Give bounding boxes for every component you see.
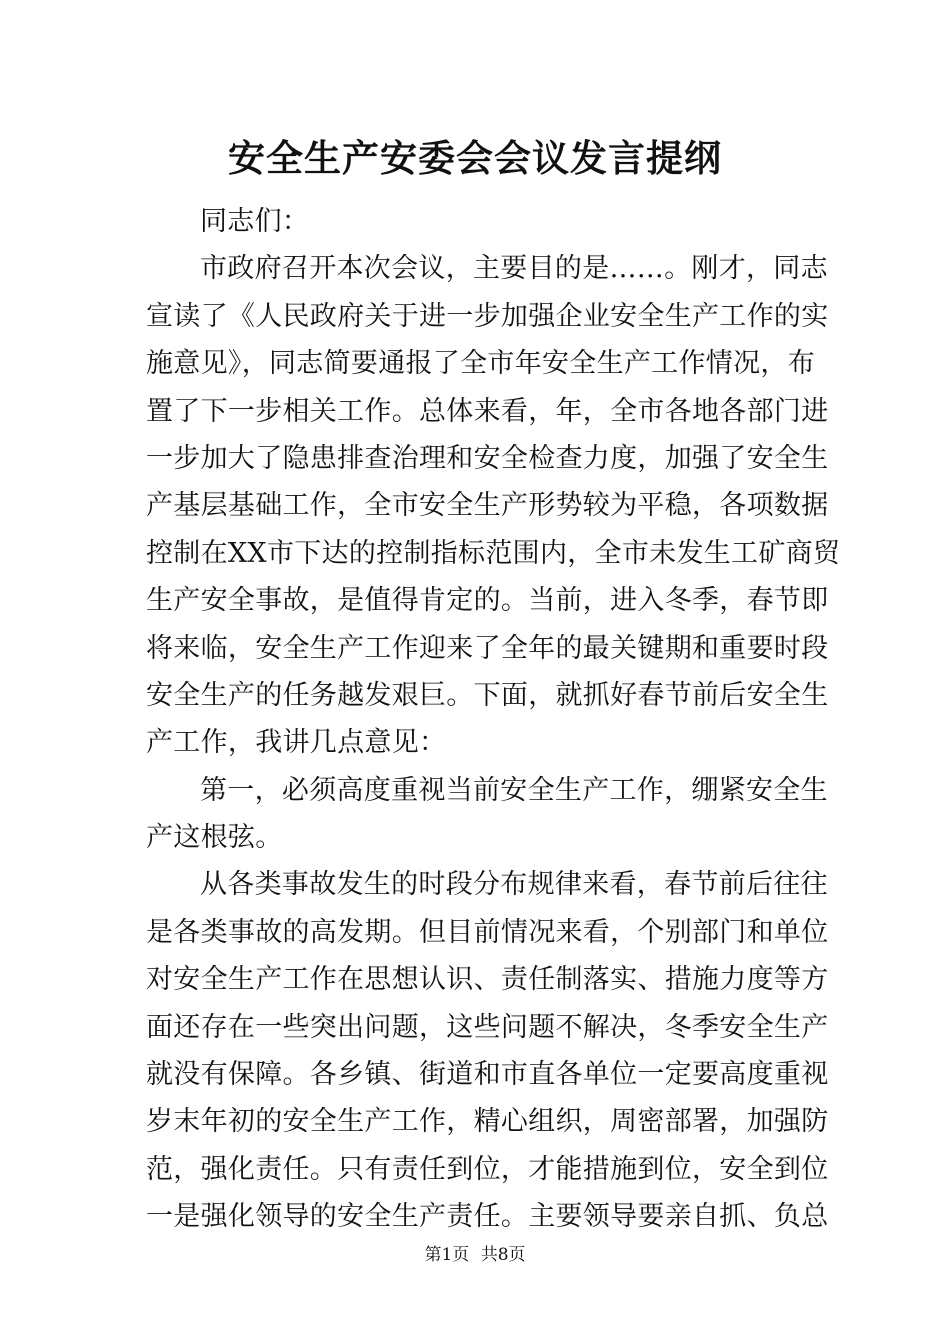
text-line: 宣读了《人民政府关于进一步加强企业安全生产工作的实 [146, 300, 829, 332]
text-line: 控制在XX市下达的控制指标范围内，全市未发生工矿商贸 [146, 537, 841, 569]
text-line: 将来临，安全生产工作迎来了全年的最关键期和重要时段 [146, 632, 829, 664]
text-line: 施意见》，同志简要通报了全市年安全生产工作情况，布 [146, 348, 815, 380]
text-line: 对安全生产工作在思想认识、责任制落实、措施力度等方 [146, 964, 829, 996]
page-number: 第1页 [424, 1245, 470, 1265]
text-line: 产工作，我讲几点意见： [146, 727, 447, 759]
page-title: 安全生产安委会会议发言提纲 [228, 136, 722, 180]
text-line: 置了下一步相关工作。总体来看，年，全市各地各部门进 [146, 395, 829, 427]
text-line: 从各类事故发生的时段分布规律来看，春节前后往往 [200, 869, 828, 901]
text-line: 安全生产的任务越发艰巨。下面，就抓好春节前后安全生 [146, 679, 829, 711]
text-line: 岁末年初的安全生产工作，精心组织，周密部署，加强防 [146, 1106, 829, 1138]
text-line: 一步加大了隐患排查治理和安全检查力度，加强了安全生 [146, 442, 829, 474]
text-line: 市政府召开本次会议，主要目的是……。刚才，同志 [200, 253, 828, 285]
text-line: 面还存在一些突出问题，这些问题不解决，冬季安全生产 [146, 1011, 829, 1043]
text-line: 生产安全事故，是值得肯定的。当前，进入冬季，春节即 [146, 585, 829, 617]
text-line: 同志们： [200, 206, 310, 237]
page-total: 共8页 [480, 1245, 526, 1265]
text-line: 范，强化责任。只有责任到位，才能措施到位，安全到位 [146, 1153, 829, 1185]
text-line: 一是强化领导的安全生产责任。主要领导要亲自抓、负总 [146, 1201, 829, 1233]
text-line: 产基层基础工作，全市安全生产形势较为平稳，各项数据 [146, 490, 829, 522]
text-line: 产这根弦。 [146, 822, 283, 854]
page-footer [0, 1240, 950, 1270]
text-line: 第一，必须高度重视当前安全生产工作，绷紧安全生 [200, 774, 828, 806]
text-line: 就没有保障。各乡镇、街道和市直各单位一定要高度重视 [146, 1059, 829, 1091]
text-line: 是各类事故的高发期。但目前情况来看，个别部门和单位 [146, 916, 829, 948]
document-body [146, 198, 841, 1241]
